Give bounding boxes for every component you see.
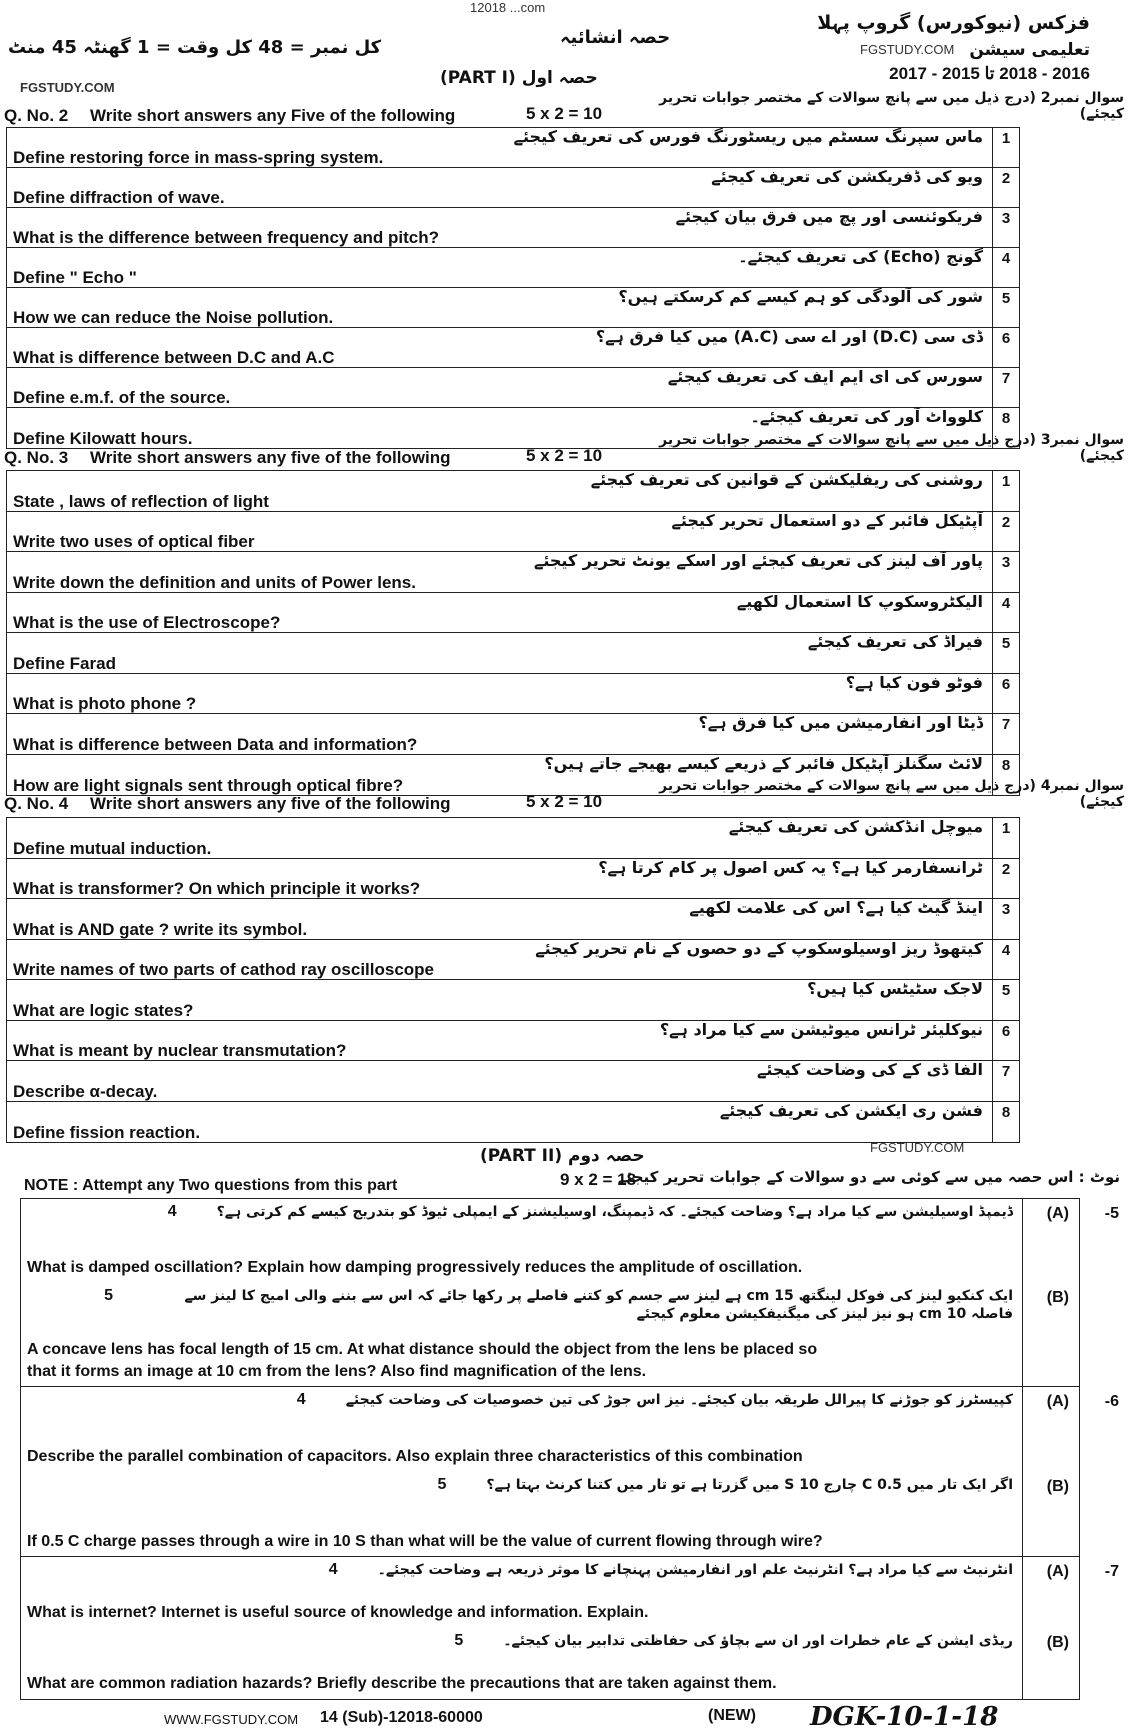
question-label: Q. No. 4 xyxy=(4,794,69,813)
item-english: Write down the definition and units of Power lens. xyxy=(13,572,416,592)
item-urdu: فوٹو فون کیا ہے؟ xyxy=(845,672,983,692)
subquestion xyxy=(21,1199,1079,1283)
long-question xyxy=(21,1557,1119,1699)
item-english: What is AND gate ? write its symbol. xyxy=(13,919,308,939)
item-number: 1 xyxy=(992,471,1019,511)
question-number: -7 xyxy=(1104,1563,1119,1580)
item-number: 4 xyxy=(992,593,1019,633)
question-instruction-urdu: سوال نمبر3 (درج ذیل میں سے پانچ سوالات کے مختصر جوابات تحریر کیجئے) xyxy=(659,432,1124,464)
item-urdu: الفا ڈی کے کی وضاحت کیجئے xyxy=(757,1060,983,1079)
question-instruction-urdu: سوال نمبر4 (درج ذیل میں سے پانچ سوالات کے مختصر جوابات تحریر کیجئے) xyxy=(659,778,1124,810)
subquestion-marks: 4 xyxy=(167,1203,177,1220)
subquestion-marks: 4 xyxy=(328,1561,338,1578)
question-item xyxy=(7,208,1019,248)
subquestion-label: (A) xyxy=(1046,1393,1069,1410)
item-english: Describe α-decay. xyxy=(13,1081,158,1101)
question-item xyxy=(7,1061,1019,1102)
item-urdu: سورس کی ای ایم ایف کی تعریف کیجئے xyxy=(667,367,983,386)
item-urdu: الیکٹروسکوپ کا استعمال لکھیے xyxy=(736,591,983,611)
question-item xyxy=(7,818,1019,859)
question-item xyxy=(7,899,1019,940)
item-number: 6 xyxy=(992,1021,1019,1061)
item-urdu: اینڈ گیٹ کیا ہے؟ اس کی علامت لکھیے xyxy=(689,898,983,917)
item-number: 7 xyxy=(992,714,1019,754)
item-urdu: آپٹیکل فائبر کے دو استعمال تحریر کیجئے xyxy=(671,510,983,530)
item-number: 4 xyxy=(992,248,1019,287)
part2-title: حصہ دوم (PART II) xyxy=(480,1146,645,1166)
question-item xyxy=(7,593,1019,634)
item-english: How are light signals sent through optical fibre? xyxy=(13,776,404,795)
watermark: FGSTUDY.COM xyxy=(860,42,955,57)
question-item xyxy=(7,248,1019,288)
subquestion-urdu: انٹرنیٹ سے کیا مراد ہے؟ انٹرنیٹ علم اور انفارمیشن پہنچانے کا موثر ذریعہ ہے وضاحت کیجئے۔ xyxy=(377,1562,1013,1578)
top-url: 12018 ...com xyxy=(470,0,546,15)
question-item xyxy=(7,128,1019,168)
subquestion xyxy=(21,1472,1079,1557)
item-number: 8 xyxy=(992,1102,1019,1143)
subquestion-english: What are common radiation hazards? Briefly describe the precautions that are taken against them. xyxy=(27,1675,777,1692)
subquestion-urdu: ڈیمپڈ اوسیلیشن سے کیا مراد ہے؟ وضاحت کیجئے۔ کہ ڈیمپنگ، اوسیلیشنز کے ایمپلی ٹیوڈ کو بتدریج کیسے کم کرتی ہے؟ xyxy=(216,1204,1013,1220)
item-english: Define e.m.f. of the source. xyxy=(13,388,231,407)
question-marks: 5 x 2 = 10 xyxy=(526,446,603,465)
subquestion-label: (B) xyxy=(1046,1634,1069,1651)
item-urdu: لائٹ سگنلز آپٹیکل فائبر کے ذریعے کیسے بھیجے جاتے ہیں؟ xyxy=(544,753,983,773)
question-item xyxy=(7,940,1019,981)
watermark-part2: FGSTUDY.COM xyxy=(870,1140,965,1155)
question-item xyxy=(7,859,1019,900)
part2-note-ur: نوٹ : اس حصہ میں سے کوئی سے دو سوالات کے جوابات تحریر کیجئے xyxy=(617,1168,1120,1186)
item-number: 6 xyxy=(992,328,1019,367)
subquestion-urdu: اگر ایک تار میں 0.5 C چارج 10 S میں گزرتا ہے تو تار میں کتنا کرنٹ بہتا ہے؟ xyxy=(486,1477,1013,1493)
marks-time: کل نمبر = 48 کل وقت = 1 گھنٹہ 45 منٹ xyxy=(8,37,382,58)
subquestion-marks: 5 xyxy=(437,1476,447,1493)
question-instruction: Write short answers any Five of the following xyxy=(90,106,456,125)
subquestion-english: What is damped oscillation? Explain how damping progressively reduces the amplitude of oscillation. xyxy=(27,1259,803,1276)
item-number: 2 xyxy=(992,859,1019,899)
item-urdu: فریکوئنسی اور پچ میں فرق بیان کیجئے xyxy=(675,207,983,226)
question-instruction-urdu: سوال نمبر2 (درج ذیل میں سے پانچ سوالات کے مختصر جوابات تحریر کیجئے) xyxy=(659,90,1124,122)
item-number: 1 xyxy=(992,128,1019,167)
item-urdu: روشنی کی ریفلیکشن کے قوانین کی تعریف کیجئے xyxy=(590,470,983,489)
item-number: 4 xyxy=(992,940,1019,980)
subquestion xyxy=(21,1387,1079,1472)
item-urdu: ڈی سی (D.C) اور اے سی (A.C) میں کیا فرق ہے؟ xyxy=(595,327,983,346)
question-item xyxy=(7,368,1019,408)
item-english: What is photo phone ? xyxy=(13,694,197,713)
subquestion-label: (A) xyxy=(1046,1563,1069,1580)
question-item xyxy=(7,1102,1019,1143)
item-english: Define restoring force in mass-spring system. xyxy=(13,148,384,167)
question-label: Q. No. 2 xyxy=(4,106,69,125)
item-number: 2 xyxy=(992,168,1019,207)
item-english: Define diffraction of wave. xyxy=(13,188,225,207)
question-label: Q. No. 3 xyxy=(4,448,69,467)
item-number: 7 xyxy=(992,368,1019,407)
subquestion-urdu: کپیسٹرز کو جوڑنے کا پیرالل طریقہ بیان کیجئے۔ نیز اس جوڑ کی تین خصوصیات کی وضاحت کیجئے xyxy=(345,1392,1013,1408)
item-english: Write two uses of optical fiber xyxy=(13,532,255,551)
item-number: 3 xyxy=(992,552,1019,592)
long-question xyxy=(21,1199,1119,1387)
footer-code: 14 (Sub)-12018-60000 xyxy=(320,1709,483,1726)
question-item xyxy=(7,328,1019,368)
question-item xyxy=(7,633,1019,674)
subquestion xyxy=(21,1628,1079,1699)
item-english: Define Farad xyxy=(13,653,116,673)
part1-title: حصہ اول (PART I) xyxy=(440,68,598,88)
part2-box xyxy=(20,1198,1119,1700)
question-item xyxy=(7,288,1019,328)
item-english: How we can reduce the Noise pollution. xyxy=(13,308,334,327)
item-urdu: ڈیٹا اور انفارمیشن میں کیا فرق ہے؟ xyxy=(698,713,983,732)
item-number: 7 xyxy=(992,1061,1019,1101)
item-number: 3 xyxy=(992,899,1019,939)
question-marks: 5 x 2 = 10 xyxy=(526,792,603,811)
watermark-left: FGSTUDY.COM xyxy=(20,80,115,95)
item-urdu: شور کی آلودگی کو ہم کیسے کم کرسکتے ہیں؟ xyxy=(618,287,983,306)
item-english: What is meant by nuclear transmutation? xyxy=(13,1041,347,1060)
subquestion-urdu: ایک کنکیو لینز کی فوکل لینگتھ 15 cm ہے لینز سے جسم کو کتنے فاصلے پر رکھا جائے کہ اس سے بننے والی امیج کا لینز سے فاصلہ 10 cm ہو نیز لینز کی میگنیفکیشن معلوم کیجئے xyxy=(184,1288,1013,1322)
item-urdu: لاجک سٹیٹس کیا ہیں؟ xyxy=(807,979,983,998)
item-english: State , laws of reflection of light xyxy=(13,491,269,511)
subquestion-english: Describe the parallel combination of capacitors. Also explain three characteristics of this combination xyxy=(27,1448,803,1465)
handwritten-ref: DGK-10-1-18 xyxy=(810,1702,999,1732)
subquestion-urdu: ریڈی ایشن کے عام خطرات اور ان سے بچاؤ کی حفاظتی تدابیر بیان کیجئے۔ xyxy=(503,1633,1013,1649)
session-label: تعلیمی سیشن xyxy=(969,40,1090,60)
long-question xyxy=(21,1387,1119,1557)
subquestion xyxy=(21,1283,1079,1387)
footer-site: WWW.FGSTUDY.COM xyxy=(164,1712,299,1727)
item-number: 2 xyxy=(992,512,1019,552)
subquestion-marks: 5 xyxy=(454,1632,464,1649)
part2-note-en: NOTE : Attempt any Two questions from this part xyxy=(24,1177,398,1194)
subquestion-label: (B) xyxy=(1046,1289,1069,1306)
item-number: 6 xyxy=(992,674,1019,714)
question-item xyxy=(7,980,1019,1021)
question-item xyxy=(7,168,1019,208)
session-years: 2016 - 2018 تا 2015 - 2017 xyxy=(889,64,1090,83)
footer-new: (NEW) xyxy=(708,1707,756,1724)
question-instruction: Write short answers any five of the following xyxy=(90,794,451,813)
item-number: 8 xyxy=(992,408,1019,448)
item-number: 5 xyxy=(992,288,1019,327)
subquestion xyxy=(21,1557,1079,1628)
part2-marks: 9 x 2 = 18 xyxy=(560,1170,637,1189)
subquestion-label: (B) xyxy=(1046,1478,1069,1495)
item-urdu: کیتھوڈ ریز اوسیلوسکوپ کے دو حصوں کے نام تحریر کیجئے xyxy=(535,938,983,958)
item-urdu: پاور آف لینز کی تعریف کیجئے اور اسکے یونٹ تحریر کیجئے xyxy=(533,551,983,570)
item-english: Define Kilowatt hours. xyxy=(13,429,193,448)
question-table xyxy=(6,127,1020,449)
item-number: 3 xyxy=(992,208,1019,247)
item-urdu: نیوکلیئر ٹرانس میوٹیشن سے کیا مراد ہے؟ xyxy=(659,1019,983,1039)
item-english: Define " Echo " xyxy=(13,268,137,287)
item-number: 5 xyxy=(992,633,1019,673)
question-instruction: Write short answers any five of the following xyxy=(90,448,451,467)
question-item xyxy=(7,512,1019,553)
subquestion-english: A concave lens has focal length of 15 cm. At what distance should the object from the lens be placed so xyxy=(27,1341,818,1358)
subquestion-label: (A) xyxy=(1046,1205,1069,1222)
question-item xyxy=(7,471,1019,512)
subquestion-marks: 4 xyxy=(296,1391,306,1408)
item-english: What are logic states? xyxy=(13,1000,194,1020)
item-urdu: ویو کی ڈفریکشن کی تعریف کیجئے xyxy=(711,167,983,186)
item-english: What is the difference between frequency and pitch? xyxy=(13,228,440,247)
subquestion-english: What is internet? Internet is useful source of knowledge and information. Explain. xyxy=(27,1604,649,1621)
item-number: 8 xyxy=(992,755,1019,796)
item-english: What is the use of Electroscope? xyxy=(13,613,281,632)
question-table xyxy=(6,470,1020,796)
question-item xyxy=(7,552,1019,593)
item-urdu: فیراڈ کی تعریف کیجئے xyxy=(807,632,983,651)
subquestion-english: If 0.5 C charge passes through a wire in 10 S than what will be the value of current flowing through wire? xyxy=(27,1533,823,1550)
question-number: -5 xyxy=(1104,1205,1119,1222)
item-number: 1 xyxy=(992,818,1019,858)
item-urdu: ماس سپرنگ سسٹم میں ریسٹورنگ فورس کی تعریف کیجئے xyxy=(513,127,983,146)
question-item xyxy=(7,714,1019,755)
question-item xyxy=(7,674,1019,715)
section-title: حصہ انشائیہ xyxy=(560,27,671,48)
item-urdu: کلوواٹ آور کی تعریف کیجئے۔ xyxy=(750,407,983,426)
item-english: Write names of two parts of cathod ray oscilloscope xyxy=(13,960,434,979)
item-urdu: گونج (Echo) کی تعریف کیجئے۔ xyxy=(738,247,983,266)
item-urdu: میوچل انڈکشن کی تعریف کیجئے xyxy=(728,817,983,836)
subquestion-english: that it forms an image at 10 cm from the lens? Also find magnification of the lens. xyxy=(27,1363,647,1380)
item-english: What is transformer? On which principle it works? xyxy=(13,879,421,898)
question-item xyxy=(7,1021,1019,1062)
item-english: What is difference between Data and information? xyxy=(13,734,418,754)
subject-group: فزکس (نیوکورس) گروپ پہلا xyxy=(817,12,1090,34)
item-english: What is difference between D.C and A.C xyxy=(13,348,335,367)
item-number: 5 xyxy=(992,980,1019,1020)
question-number: -6 xyxy=(1104,1393,1119,1410)
item-urdu: فشن ری ایکشن کی تعریف کیجئے xyxy=(719,1100,983,1120)
item-english: Define mutual induction. xyxy=(13,838,212,858)
item-urdu: ٹرانسفارمر کیا ہے؟ یہ کس اصول پر کام کرتا ہے؟ xyxy=(598,857,983,877)
item-english: Define fission reaction. xyxy=(13,1123,201,1142)
question-marks: 5 x 2 = 10 xyxy=(526,104,603,123)
question-table xyxy=(6,817,1020,1143)
subquestion-marks: 5 xyxy=(104,1287,113,1304)
